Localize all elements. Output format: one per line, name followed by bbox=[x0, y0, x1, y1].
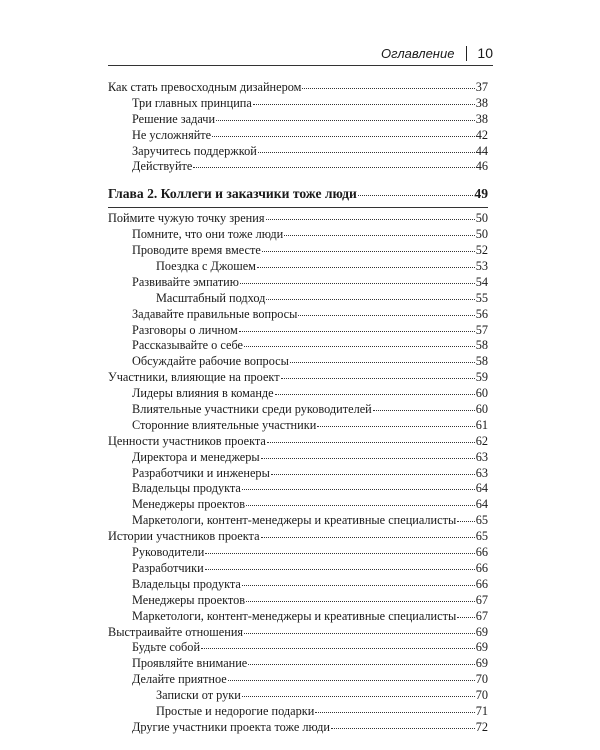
toc-page: 57 bbox=[475, 322, 488, 337]
toc-label: Обсуждайте рабочие вопросы bbox=[132, 354, 289, 369]
toc-label: Директора и менеджеры bbox=[132, 449, 260, 464]
leader-dots bbox=[298, 311, 474, 316]
header-separator bbox=[466, 46, 467, 61]
page-header bbox=[108, 43, 493, 63]
toc-page: 58 bbox=[475, 354, 488, 369]
toc-entry[interactable] bbox=[108, 402, 488, 418]
toc-label: Руководители bbox=[132, 545, 205, 560]
toc-label: Развивайте эмпатию bbox=[132, 274, 239, 289]
leader-dots bbox=[275, 390, 475, 395]
toc-entry[interactable] bbox=[108, 593, 488, 609]
toc-label: Лидеры влияния в команде bbox=[132, 386, 274, 401]
leader-dots bbox=[242, 581, 475, 586]
toc-entry[interactable] bbox=[108, 481, 488, 497]
toc-entry[interactable] bbox=[108, 338, 488, 354]
toc-page: 54 bbox=[475, 274, 488, 289]
toc-page: 63 bbox=[475, 449, 488, 464]
chapter-rule bbox=[108, 207, 488, 208]
table-of-contents bbox=[108, 80, 488, 736]
toc-entry[interactable] bbox=[108, 609, 488, 625]
toc-label: Разработчики bbox=[132, 560, 204, 575]
toc-page: 70 bbox=[475, 688, 488, 703]
toc-entry[interactable] bbox=[108, 450, 488, 466]
leader-dots bbox=[246, 501, 475, 506]
leader-dots bbox=[228, 676, 475, 681]
toc-entry[interactable] bbox=[108, 307, 488, 323]
leader-dots bbox=[205, 565, 475, 570]
toc-page: 50 bbox=[475, 227, 488, 242]
toc-label: Задавайте правильные вопросы bbox=[132, 306, 298, 321]
header-rule bbox=[108, 65, 493, 66]
leader-dots bbox=[271, 470, 475, 475]
toc-entry[interactable] bbox=[108, 640, 488, 656]
toc-entry[interactable] bbox=[108, 370, 488, 386]
page-number: 10 bbox=[477, 45, 493, 61]
toc-label: Простые и недорогие подарки bbox=[156, 703, 315, 718]
leader-dots bbox=[240, 279, 475, 284]
toc-entry[interactable] bbox=[108, 159, 488, 175]
toc-page: 64 bbox=[475, 481, 488, 496]
leader-dots bbox=[281, 374, 475, 379]
toc-entry[interactable] bbox=[108, 418, 488, 434]
leader-dots bbox=[246, 597, 475, 602]
toc-section-1 bbox=[108, 80, 488, 175]
toc-entry[interactable] bbox=[108, 80, 488, 96]
toc-entry[interactable] bbox=[108, 561, 488, 577]
leader-dots bbox=[457, 517, 474, 522]
toc-label: Ценности участников проекта bbox=[108, 433, 266, 448]
toc-entry[interactable] bbox=[108, 386, 488, 402]
toc-page: 52 bbox=[475, 243, 488, 258]
toc-entry[interactable] bbox=[108, 243, 488, 259]
toc-label: Три главных принципа bbox=[132, 95, 252, 110]
toc-entry[interactable] bbox=[108, 497, 488, 513]
toc-label: Менеджеры проектов bbox=[132, 592, 246, 607]
toc-page: 63 bbox=[475, 465, 488, 480]
toc-label: Разработчики и инженеры bbox=[132, 465, 270, 480]
toc-label: Поймите чужую точку зрения bbox=[108, 211, 265, 226]
leader-dots bbox=[315, 708, 474, 713]
toc-page: 37 bbox=[475, 80, 488, 94]
toc-entry[interactable] bbox=[108, 704, 488, 720]
toc-page: 60 bbox=[475, 386, 488, 401]
toc-label: Влиятельные участники среди руководителей bbox=[132, 402, 372, 417]
leader-dots bbox=[248, 660, 474, 665]
toc-label: Действуйте bbox=[132, 159, 193, 174]
toc-entry[interactable] bbox=[108, 354, 488, 370]
toc-page: 69 bbox=[475, 624, 488, 639]
toc-label: Не усложняйте bbox=[132, 127, 212, 142]
leader-dots bbox=[302, 84, 474, 89]
leader-dots bbox=[201, 644, 475, 649]
leader-dots bbox=[244, 629, 475, 634]
leader-dots bbox=[373, 406, 475, 411]
toc-label: Другие участники проекта тоже люди bbox=[132, 719, 330, 734]
leader-dots bbox=[457, 613, 474, 618]
toc-page: 38 bbox=[475, 111, 488, 126]
toc-entry[interactable] bbox=[108, 577, 488, 593]
leader-dots bbox=[261, 454, 475, 459]
toc-label: Глава 2. Коллеги и заказчики тоже люди bbox=[108, 186, 357, 202]
toc-page: 62 bbox=[475, 433, 488, 448]
toc-page: 71 bbox=[475, 703, 488, 718]
toc-label: Разговоры о личном bbox=[132, 322, 238, 337]
leader-dots bbox=[212, 132, 475, 137]
leader-dots bbox=[267, 438, 475, 443]
toc-label: Как стать превосходным дизайнером bbox=[108, 80, 302, 94]
toc-page: 44 bbox=[475, 143, 488, 158]
leader-dots bbox=[261, 533, 475, 538]
leader-dots bbox=[284, 231, 475, 236]
toc-label: Маркетологи, контент-менеджеры и креативные специалисты bbox=[132, 608, 457, 623]
toc-entry[interactable] bbox=[108, 513, 488, 529]
leader-dots bbox=[239, 327, 475, 332]
toc-page: 66 bbox=[475, 576, 488, 591]
leader-dots bbox=[331, 724, 475, 729]
leader-dots bbox=[216, 116, 475, 121]
toc-page: 67 bbox=[475, 592, 488, 607]
toc-entry[interactable] bbox=[108, 259, 488, 275]
toc-entry[interactable] bbox=[108, 227, 488, 243]
toc-label: Масштабный подход bbox=[156, 290, 266, 305]
toc-label: Заручитесь поддержкой bbox=[132, 143, 257, 158]
leader-dots bbox=[262, 247, 475, 252]
toc-entry[interactable] bbox=[108, 434, 488, 450]
toc-page: 69 bbox=[475, 640, 488, 655]
toc-label: Истории участников проекта bbox=[108, 529, 260, 544]
toc-entry[interactable] bbox=[108, 323, 488, 339]
toc-label: Делайте приятное bbox=[132, 672, 227, 687]
toc-page: 66 bbox=[475, 545, 488, 560]
toc-label: Владельцы продукта bbox=[132, 481, 241, 496]
toc-entry[interactable] bbox=[108, 96, 488, 112]
toc-page: 38 bbox=[475, 95, 488, 110]
toc-entry[interactable] bbox=[108, 275, 488, 291]
toc-page: 67 bbox=[475, 608, 488, 623]
toc-label: Проявляйте внимание bbox=[132, 656, 248, 671]
toc-entry[interactable] bbox=[108, 144, 488, 160]
toc-page: 61 bbox=[475, 417, 488, 432]
toc-label: Рассказывайте о себе bbox=[132, 338, 244, 353]
toc-page: 50 bbox=[475, 211, 488, 226]
spacer bbox=[108, 175, 488, 185]
toc-entry[interactable] bbox=[108, 545, 488, 561]
chapter-heading[interactable] bbox=[108, 185, 488, 203]
toc-entry[interactable] bbox=[108, 625, 488, 641]
leader-dots bbox=[257, 263, 475, 268]
toc-page: 60 bbox=[475, 402, 488, 417]
leader-dots bbox=[317, 422, 474, 427]
toc-label: Выстраивайте отношения bbox=[108, 624, 244, 639]
toc-page: 53 bbox=[475, 259, 488, 274]
toc-page: 70 bbox=[475, 672, 488, 687]
leader-dots bbox=[205, 549, 474, 554]
toc-entry[interactable] bbox=[108, 672, 488, 688]
toc-entry[interactable] bbox=[108, 128, 488, 144]
toc-label: Записки от руки bbox=[156, 688, 241, 703]
toc-entry[interactable] bbox=[108, 688, 488, 704]
leader-dots bbox=[258, 148, 475, 153]
toc-page: 64 bbox=[475, 497, 488, 512]
toc-page: 46 bbox=[475, 159, 488, 174]
toc-page: 65 bbox=[475, 529, 488, 544]
toc-section-2 bbox=[108, 211, 488, 735]
toc-page: 66 bbox=[475, 560, 488, 575]
toc-label: Поездка с Джошем bbox=[156, 259, 256, 274]
toc-page: 65 bbox=[475, 513, 488, 528]
toc-entry[interactable] bbox=[108, 291, 488, 307]
toc-page: 42 bbox=[475, 127, 488, 142]
toc-entry[interactable] bbox=[108, 211, 488, 227]
toc-page: 56 bbox=[475, 306, 488, 321]
toc-entry[interactable] bbox=[108, 466, 488, 482]
leader-dots bbox=[242, 692, 475, 697]
toc-label: Помните, что они тоже люди bbox=[132, 227, 284, 242]
toc-page: 69 bbox=[475, 656, 488, 671]
toc-page: 72 bbox=[475, 719, 488, 734]
toc-label: Менеджеры проектов bbox=[132, 497, 246, 512]
leader-dots bbox=[358, 191, 474, 196]
leader-dots bbox=[253, 100, 475, 105]
toc-page: 49 bbox=[474, 186, 488, 202]
toc-entry[interactable] bbox=[108, 656, 488, 672]
toc-label: Сторонние влиятельные участники bbox=[132, 417, 317, 432]
toc-entry[interactable] bbox=[108, 112, 488, 128]
leader-dots bbox=[290, 358, 475, 363]
toc-label: Владельцы продукта bbox=[132, 576, 241, 591]
toc-page: 55 bbox=[475, 290, 488, 305]
running-title: Оглавление bbox=[380, 45, 455, 61]
leader-dots bbox=[266, 215, 475, 220]
leader-dots bbox=[266, 295, 474, 300]
toc-entry[interactable] bbox=[108, 720, 488, 736]
toc-page: 58 bbox=[475, 338, 488, 353]
toc-label: Проводите время вместе bbox=[132, 243, 261, 258]
toc-label: Маркетологи, контент-менеджеры и креативные специалисты bbox=[132, 513, 457, 528]
leader-dots bbox=[242, 485, 475, 490]
leader-dots bbox=[244, 342, 475, 347]
toc-label: Участники, влияющие на проект bbox=[108, 370, 280, 385]
leader-dots bbox=[193, 163, 474, 168]
toc-page: 59 bbox=[475, 370, 488, 385]
toc-label: Решение задачи bbox=[132, 111, 216, 126]
toc-label: Будьте собой bbox=[132, 640, 201, 655]
toc-entry[interactable] bbox=[108, 529, 488, 545]
